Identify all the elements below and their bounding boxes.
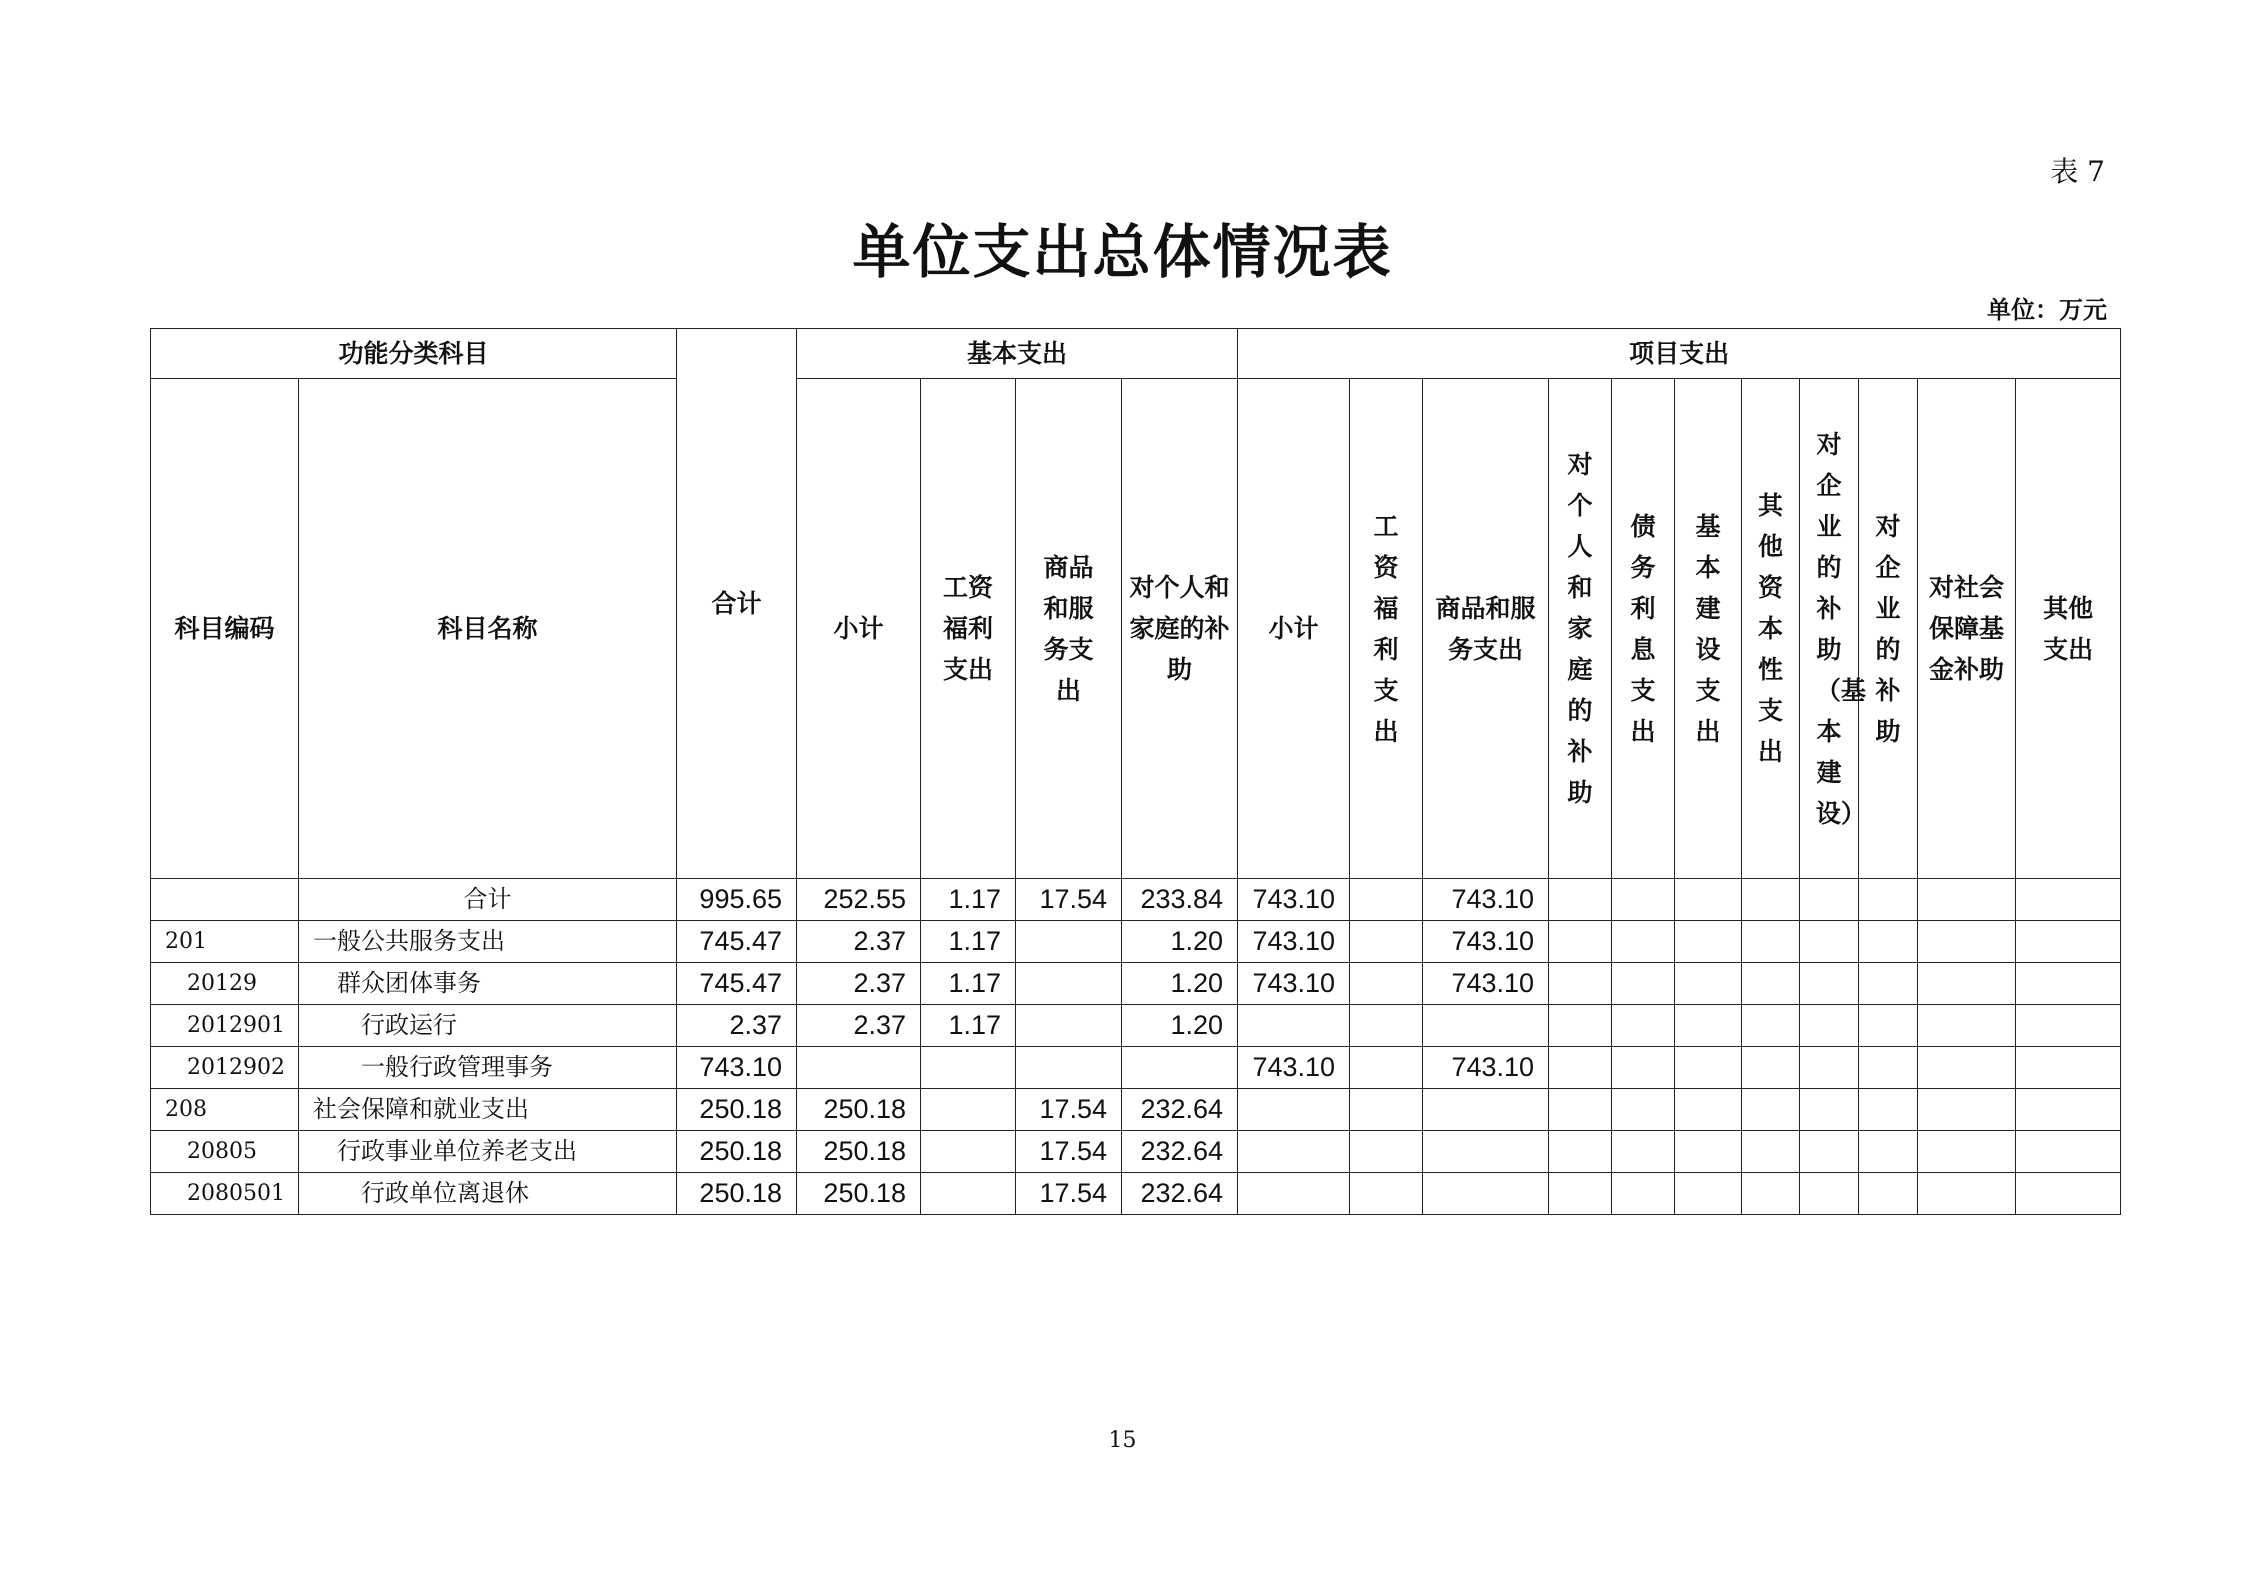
cell-name: 一般公共服务支出 xyxy=(299,921,677,963)
cell-project-construction xyxy=(1675,1047,1742,1089)
table-row xyxy=(151,1131,2121,1173)
cell-project-social-security xyxy=(1918,1047,2016,1089)
cell-project-wages xyxy=(1350,1173,1423,1215)
cell-project-wages xyxy=(1350,1047,1423,1089)
cell-project-capital xyxy=(1742,1005,1800,1047)
header-category-group: 功能分类科目 xyxy=(151,329,677,379)
cell-basic-wages: 1.17 xyxy=(921,879,1016,921)
cell-project-enterprise xyxy=(1859,1173,1918,1215)
header-project-capital: 其他资本性支出 xyxy=(1758,491,1784,766)
cell-basic-goods xyxy=(1016,1005,1122,1047)
cell-basic-individual: 1.20 xyxy=(1122,1005,1238,1047)
cell-project-enterprise-construction xyxy=(1800,1173,1859,1215)
cell-project-debt xyxy=(1612,1131,1675,1173)
cell-basic-subtotal: 2.37 xyxy=(797,921,921,963)
cell-project-other xyxy=(2016,1173,2121,1215)
cell-basic-individual: 1.20 xyxy=(1122,963,1238,1005)
cell-project-individual xyxy=(1549,963,1612,1005)
cell-basic-goods: 17.54 xyxy=(1016,879,1122,921)
cell-project-enterprise-construction xyxy=(1800,1047,1859,1089)
cell-project-wages xyxy=(1350,1089,1423,1131)
cell-project-other xyxy=(2016,963,2121,1005)
cell-project-enterprise xyxy=(1859,963,1918,1005)
cell-project-enterprise-construction xyxy=(1800,1131,1859,1173)
cell-project-social-security xyxy=(1918,1131,2016,1173)
cell-project-enterprise-construction xyxy=(1800,1089,1859,1131)
cell-basic-goods: 17.54 xyxy=(1016,1089,1122,1131)
header-basic-subtotal: 小计 xyxy=(797,379,921,879)
cell-project-subtotal: 743.10 xyxy=(1238,963,1350,1005)
cell-basic-goods xyxy=(1016,963,1122,1005)
header-basic-wages: 工资福利支出 xyxy=(943,573,994,684)
cell-project-enterprise-construction xyxy=(1800,963,1859,1005)
cell-project-subtotal: 743.10 xyxy=(1238,921,1350,963)
cell-project-subtotal xyxy=(1238,1173,1350,1215)
cell-total: 743.10 xyxy=(677,1047,797,1089)
cell-basic-subtotal xyxy=(797,1047,921,1089)
header-project-enterprise: 对企业的补助 xyxy=(1875,511,1901,746)
cell-project-subtotal: 743.10 xyxy=(1238,1047,1350,1089)
cell-project-capital xyxy=(1742,921,1800,963)
cell-project-goods xyxy=(1423,1089,1549,1131)
header-name: 科目名称 xyxy=(299,379,677,879)
header-basic-goods: 商品和服务支出 xyxy=(1043,552,1094,705)
cell-project-social-security xyxy=(1918,879,2016,921)
cell-project-goods: 743.10 xyxy=(1423,921,1549,963)
cell-project-wages xyxy=(1350,879,1423,921)
table-row xyxy=(151,1173,2121,1215)
cell-project-goods xyxy=(1423,1173,1549,1215)
cell-project-other xyxy=(2016,1005,2121,1047)
cell-project-goods: 743.10 xyxy=(1423,1047,1549,1089)
cell-basic-subtotal: 2.37 xyxy=(797,1005,921,1047)
cell-basic-individual: 1.20 xyxy=(1122,921,1238,963)
cell-total: 250.18 xyxy=(677,1089,797,1131)
cell-basic-subtotal: 2.37 xyxy=(797,963,921,1005)
table-row xyxy=(151,1005,2121,1047)
cell-project-subtotal xyxy=(1238,1005,1350,1047)
cell-project-other xyxy=(2016,1089,2121,1131)
cell-project-social-security xyxy=(1918,963,2016,1005)
cell-code: 20805 xyxy=(151,1131,299,1173)
cell-basic-goods: 17.54 xyxy=(1016,1131,1122,1173)
cell-total: 2.37 xyxy=(677,1005,797,1047)
cell-name: 行政运行 xyxy=(299,1005,677,1047)
cell-basic-wages xyxy=(921,1173,1016,1215)
cell-project-capital xyxy=(1742,1131,1800,1173)
cell-name: 合计 xyxy=(299,879,677,921)
header-project-group: 项目支出 xyxy=(1238,329,2121,379)
cell-project-social-security xyxy=(1918,1173,2016,1215)
header-code: 科目编码 xyxy=(151,379,299,879)
cell-total: 250.18 xyxy=(677,1131,797,1173)
cell-name: 一般行政管理事务 xyxy=(299,1047,677,1089)
expenditure-table xyxy=(150,328,2121,1215)
cell-basic-subtotal: 250.18 xyxy=(797,1173,921,1215)
table-row xyxy=(151,963,2121,1005)
cell-name: 行政单位离退休 xyxy=(299,1173,677,1215)
cell-project-enterprise xyxy=(1859,1047,1918,1089)
cell-project-other xyxy=(2016,1131,2121,1173)
cell-project-social-security xyxy=(1918,1005,2016,1047)
cell-project-enterprise xyxy=(1859,879,1918,921)
cell-basic-goods xyxy=(1016,1047,1122,1089)
cell-project-debt xyxy=(1612,1005,1675,1047)
cell-project-subtotal: 743.10 xyxy=(1238,879,1350,921)
cell-code xyxy=(151,879,299,921)
cell-basic-subtotal: 250.18 xyxy=(797,1131,921,1173)
cell-basic-individual: 232.64 xyxy=(1122,1173,1238,1215)
cell-basic-goods: 17.54 xyxy=(1016,1173,1122,1215)
header-project-goods: 商品和服务支出 xyxy=(1435,593,1536,664)
cell-name: 社会保障和就业支出 xyxy=(299,1089,677,1131)
cell-name: 行政事业单位养老支出 xyxy=(299,1131,677,1173)
cell-basic-individual: 232.64 xyxy=(1122,1089,1238,1131)
cell-basic-subtotal: 250.18 xyxy=(797,1089,921,1131)
cell-project-construction xyxy=(1675,1173,1742,1215)
cell-project-enterprise xyxy=(1859,921,1918,963)
cell-project-individual xyxy=(1549,1131,1612,1173)
cell-project-debt xyxy=(1612,921,1675,963)
cell-total: 250.18 xyxy=(677,1173,797,1215)
cell-project-enterprise-construction xyxy=(1800,879,1859,921)
cell-project-wages xyxy=(1350,1131,1423,1173)
header-project-social-security: 对社会保障基金补助 xyxy=(1929,573,2005,684)
page-number: 15 xyxy=(1108,1428,1137,1453)
cell-total: 745.47 xyxy=(677,921,797,963)
cell-basic-individual: 232.64 xyxy=(1122,1131,1238,1173)
cell-project-capital xyxy=(1742,1089,1800,1131)
table-number: 表 7 xyxy=(2050,155,2105,188)
header-project-construction: 基本建设支出 xyxy=(1695,511,1721,746)
cell-project-subtotal xyxy=(1238,1131,1350,1173)
cell-project-individual xyxy=(1549,1173,1612,1215)
table-row xyxy=(151,1089,2121,1131)
cell-project-individual xyxy=(1549,921,1612,963)
cell-project-enterprise xyxy=(1859,1005,1918,1047)
unit-label: 单位：万元 xyxy=(1987,296,2107,324)
cell-code: 2012902 xyxy=(151,1047,299,1089)
cell-code: 20129 xyxy=(151,963,299,1005)
cell-project-other xyxy=(2016,879,2121,921)
cell-project-enterprise-construction xyxy=(1800,921,1859,963)
cell-basic-wages xyxy=(921,1047,1016,1089)
cell-project-debt xyxy=(1612,963,1675,1005)
page-title: 单位支出总体情况表 xyxy=(852,218,1393,286)
table-row xyxy=(151,879,2121,921)
header-project-subtotal: 小计 xyxy=(1238,379,1350,879)
cell-project-other xyxy=(2016,921,2121,963)
cell-name: 群众团体事务 xyxy=(299,963,677,1005)
cell-project-debt xyxy=(1612,1047,1675,1089)
cell-project-enterprise-construction xyxy=(1800,1005,1859,1047)
cell-basic-wages: 1.17 xyxy=(921,1005,1016,1047)
cell-project-social-security xyxy=(1918,921,2016,963)
cell-project-enterprise xyxy=(1859,1131,1918,1173)
header-project-enterprise-construction: 对企业的补助（基本建设） xyxy=(1815,429,1866,828)
cell-basic-wages xyxy=(921,1131,1016,1173)
cell-project-individual xyxy=(1549,879,1612,921)
cell-project-wages xyxy=(1350,921,1423,963)
cell-project-construction xyxy=(1675,1005,1742,1047)
cell-project-goods xyxy=(1423,1005,1549,1047)
cell-total: 745.47 xyxy=(677,963,797,1005)
cell-project-social-security xyxy=(1918,1089,2016,1131)
cell-code: 2012901 xyxy=(151,1005,299,1047)
cell-code: 208 xyxy=(151,1089,299,1131)
cell-project-individual xyxy=(1549,1005,1612,1047)
cell-project-debt xyxy=(1612,1173,1675,1215)
cell-project-construction xyxy=(1675,921,1742,963)
header-project-individual: 对个人和家庭的补助 xyxy=(1567,450,1593,807)
cell-project-other xyxy=(2016,1047,2121,1089)
cell-project-capital xyxy=(1742,1047,1800,1089)
cell-project-wages xyxy=(1350,1005,1423,1047)
cell-project-goods: 743.10 xyxy=(1423,963,1549,1005)
cell-basic-goods xyxy=(1016,921,1122,963)
cell-project-goods xyxy=(1423,1131,1549,1173)
cell-project-subtotal xyxy=(1238,1089,1350,1131)
cell-project-construction xyxy=(1675,1131,1742,1173)
header-total: 合计 xyxy=(677,329,797,879)
cell-project-capital xyxy=(1742,879,1800,921)
cell-basic-wages: 1.17 xyxy=(921,963,1016,1005)
cell-project-debt xyxy=(1612,1089,1675,1131)
header-basic-individual: 对个人和家庭的补助 xyxy=(1129,573,1230,684)
cell-total: 995.65 xyxy=(677,879,797,921)
cell-basic-individual: 233.84 xyxy=(1122,879,1238,921)
cell-project-individual xyxy=(1549,1047,1612,1089)
cell-basic-subtotal: 252.55 xyxy=(797,879,921,921)
cell-project-capital xyxy=(1742,963,1800,1005)
cell-basic-wages: 1.17 xyxy=(921,921,1016,963)
cell-project-construction xyxy=(1675,963,1742,1005)
cell-project-enterprise xyxy=(1859,1089,1918,1131)
table-row xyxy=(151,1047,2121,1089)
header-project-debt: 债务利息支出 xyxy=(1630,511,1656,746)
cell-project-debt xyxy=(1612,879,1675,921)
header-project-other: 其他支出 xyxy=(2043,593,2094,664)
cell-code: 2080501 xyxy=(151,1173,299,1215)
cell-basic-wages xyxy=(921,1089,1016,1131)
cell-project-construction xyxy=(1675,1089,1742,1131)
header-project-wages: 工资福利支出 xyxy=(1373,511,1399,746)
cell-project-wages xyxy=(1350,963,1423,1005)
cell-basic-individual xyxy=(1122,1047,1238,1089)
table-row xyxy=(151,921,2121,963)
cell-project-capital xyxy=(1742,1173,1800,1215)
cell-code: 201 xyxy=(151,921,299,963)
cell-project-goods: 743.10 xyxy=(1423,879,1549,921)
header-basic-group: 基本支出 xyxy=(797,329,1238,379)
cell-project-construction xyxy=(1675,879,1742,921)
cell-project-individual xyxy=(1549,1089,1612,1131)
